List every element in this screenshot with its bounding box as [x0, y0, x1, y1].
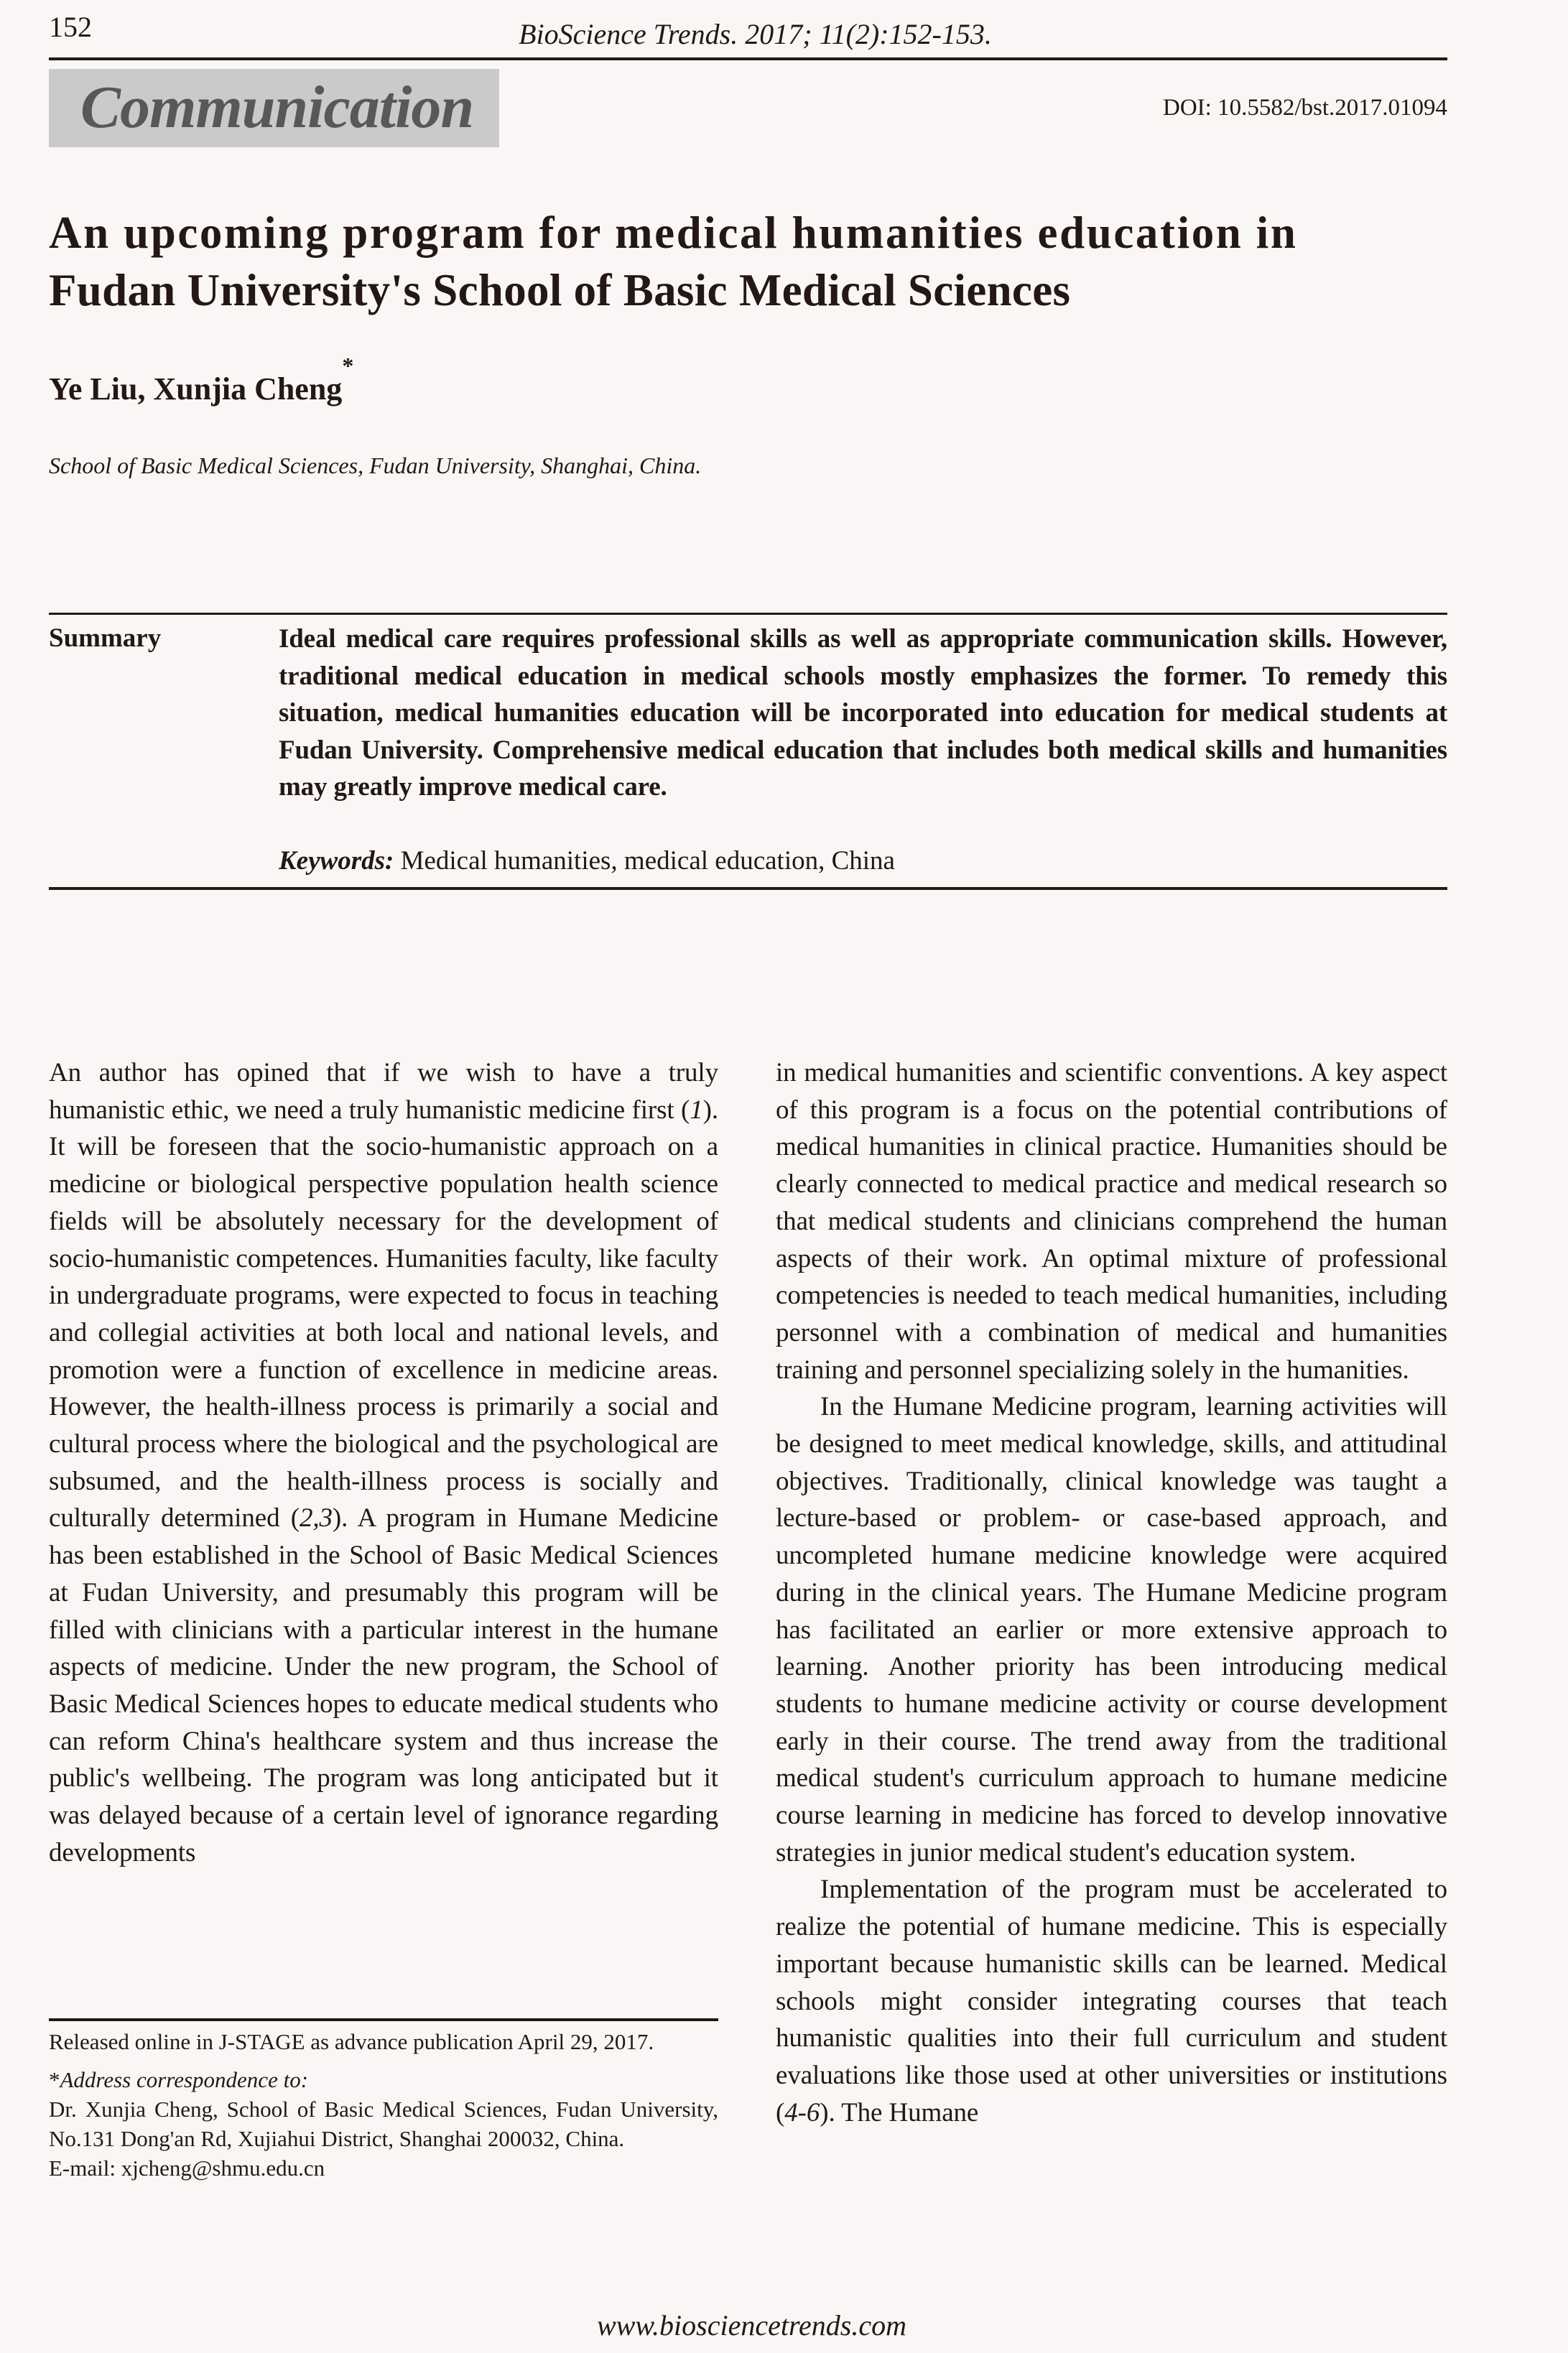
body-paragraph: In the Humane Medicine program, learning activities will be designed to meet medical knowledge, skills, and attitudinal objectives. Traditionally, clinical knowledge was taught a lecture-based or problem- or case-based approach, and uncompleted humane medicine knowledge were acquired during in the clinical years. The Humane Medicine program has facilitated an earlier or more extensive approach to learning. Another priority has been introducing medical students to humane medicine activity or course development early in their course. The trend away from the traditional medical student's curriculum approach to humane medicine course learning in medicine has forced to develop innovative strategies in junior medical student's education system.: [776, 1392, 1447, 1867]
reference-link[interactable]: 1: [690, 1095, 703, 1125]
authors: [49, 353, 354, 409]
section-label: Communication: [80, 74, 474, 141]
keywords-list: Medical humanities, medical education, China: [400, 846, 895, 876]
keywords: [279, 843, 895, 879]
body-column-left: [49, 1054, 718, 1871]
footnotes: [49, 2027, 718, 2183]
correspondence-label: Address correspondence to:: [60, 2067, 309, 2092]
affiliation: School of Basic Medical Sciences, Fudan University, Shanghai, China.: [49, 452, 702, 478]
body-text: ). A program in Humane Medicine has been established in the School of Basic Medical Sciences at Fudan University, and presumably this program will be filled with clinicians with a particular interest in the humane aspects of medicine. Under the new program, the School of Basic Medical Sciences hopes to educate medical students who can reform China's healthcare system and thus increase the public's wellbeing. The program was long anticipated but it was delayed because of a certain level of ignorance regarding developments: [49, 1503, 718, 1867]
release-note: Released online in J-STAGE as advance publication April 29, 2017.: [49, 2029, 654, 2054]
section-label-box: [49, 69, 499, 147]
correspondence-address: Dr. Xunjia Cheng, School of Basic Medical Sciences, Fudan University, No.131 Dong'an Rd, Xujiahui District, Shanghai 200032, China.: [49, 2097, 718, 2151]
body-text: ). The Humane: [820, 2097, 979, 2127]
body-text: Implementation of the program must be accelerated to realize the potential of humane medicine. This is especially important because humanistic skills can be learned. Medical schools might consider integrating courses that teach humanistic qualities into their full curriculum and student evaluations like those used at other universities or institutions (: [776, 1875, 1447, 2127]
title-line-2: Fudan University's School of Basic Medical Sciences: [49, 265, 1071, 315]
keywords-label: Keywords:: [279, 846, 394, 876]
article-title: [49, 204, 1457, 319]
body-column-right: [776, 1054, 1447, 2131]
doi[interactable]: DOI: 10.5582/bst.2017.01094: [1163, 95, 1447, 121]
body-text: ). It will be foreseen that the socio-humanistic approach on a medicine or biological perspective population health science fields will be absolutely necessary for the development of socio-humanistic competences. Humanities faculty, like faculty in undergraduate programs, were expected to focus in teaching and collegial activities at both local and national levels, and promotion were a function of excellence in medicine areas. However, the health-illness process is primarily a social and cultural process where the biological and the psychological are subsumed, and the health-illness process is socially and culturally determined (: [49, 1095, 718, 1533]
reference-link[interactable]: 2,3: [299, 1503, 333, 1533]
journal-citation: [0, 17, 1568, 52]
summary-text: Ideal medical care requires professional skills as well as appropriate communication skills. However, traditional medical education in medical schools mostly emphasizes the former. To remedy this situation, medical humanities education will be incorporated into education for medical students at Fudan University. Comprehensive medical education that includes both medical skills and humanities may greatly improve medical care.: [279, 624, 1447, 802]
header-rule: [49, 57, 1447, 60]
body-paragraph: [49, 1054, 718, 1871]
correspondence-heading: [49, 2065, 718, 2094]
reference-link[interactable]: 4-6: [784, 2097, 820, 2127]
summary-top-rule: [49, 613, 1447, 615]
body-text: An author has opined that if we wish to have a truly humanistic ethic, we need a truly humanistic medicine first (: [49, 1058, 718, 1125]
body-paragraph: in medical humanities and scientific conventions. A key aspect of this program is a focus on the potential contributions of medical humanities in clinical practice. Humanities should be clearly connected to medical practice and medical research so that medical students and clinicians comprehend the human aspects of their work. An optimal mixture of professional competencies is needed to teach medical humanities, including personnel with a combination of medical and humanities training and personnel specializing solely in the humanities.: [776, 1058, 1447, 1385]
correspondence-email[interactable]: E-mail: xjcheng@shmu.edu.cn: [49, 2155, 325, 2181]
title-line-1: An upcoming program for medical humanities education in: [49, 208, 1298, 258]
body-paragraph: [776, 1871, 1447, 2131]
correspondence-mark: *: [49, 2067, 60, 2092]
page-number: 152: [49, 11, 92, 43]
summary-label: Summary: [49, 623, 162, 653]
footnote-rule: [49, 2018, 718, 2021]
corresponding-author-mark: *: [342, 353, 354, 379]
footer-url: [0, 2308, 1568, 2343]
summary-bottom-rule: [49, 887, 1447, 890]
journal-citation-text: BioScience Trends. 2017; 11(2):152-153.: [519, 18, 992, 50]
author-names: Ye Liu, Xunjia Cheng: [49, 371, 343, 407]
journal-website-link[interactable]: www.biosciencetrends.com: [596, 2309, 907, 2342]
